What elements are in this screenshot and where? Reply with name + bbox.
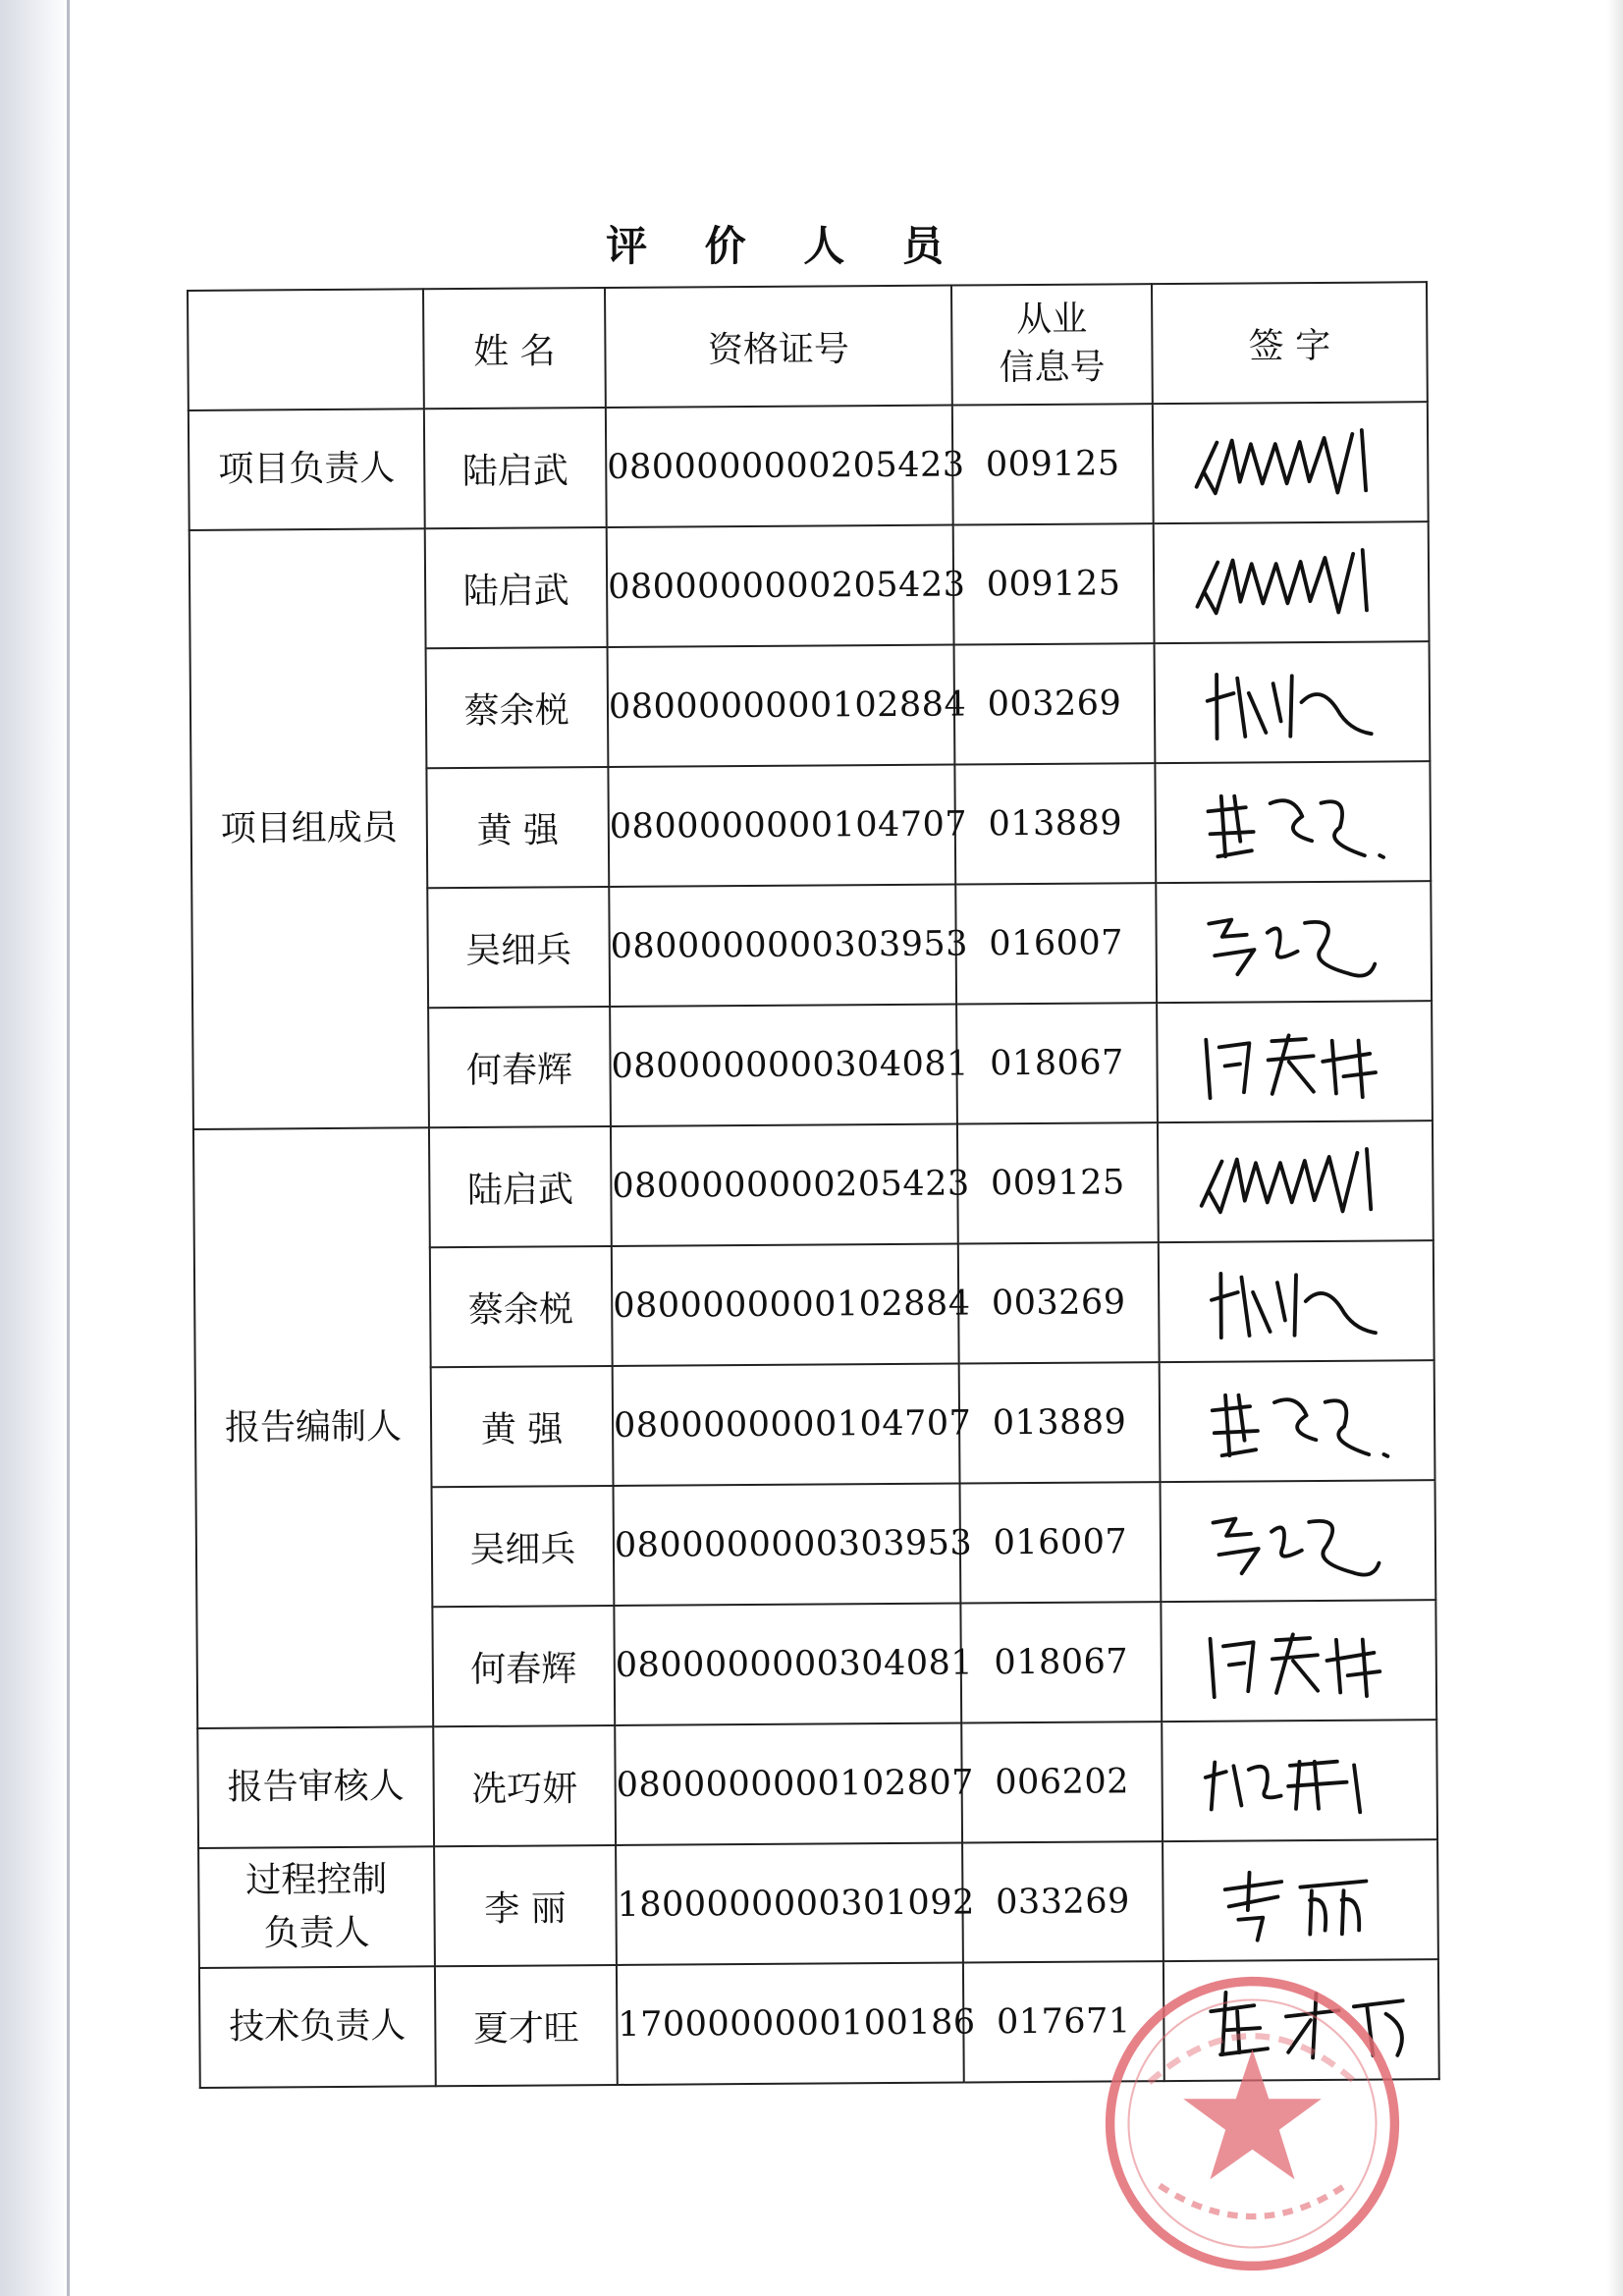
role-line: 过程控制 bbox=[245, 1859, 388, 1901]
signature-cell bbox=[1155, 761, 1431, 883]
name-cell: 陆启武 bbox=[429, 1126, 612, 1247]
role-cell: 技术负责人 bbox=[199, 1966, 436, 2088]
cert-number-cell: 0800000000102807 bbox=[615, 1723, 962, 1845]
name-cell: 陆启武 bbox=[424, 408, 607, 528]
cert-number-cell: 1700000000100186 bbox=[617, 1963, 964, 2085]
table-row bbox=[197, 1720, 1437, 1848]
signature-何春辉 bbox=[1185, 1611, 1412, 1711]
role-cell: 项目负责人 bbox=[189, 409, 425, 530]
official-seal-stamp bbox=[1098, 1969, 1407, 2278]
signature-陆启武 bbox=[1182, 1131, 1409, 1231]
role-line: 负责人 bbox=[263, 1912, 370, 1954]
signature-蔡余棁 bbox=[1183, 1251, 1410, 1351]
signature-cell bbox=[1163, 1839, 1438, 1961]
signature-吴细兵 bbox=[1180, 892, 1407, 992]
signature-cell bbox=[1155, 641, 1431, 763]
signature-冼巧妍 bbox=[1186, 1730, 1413, 1831]
cert-number-cell: 0800000000205423 bbox=[611, 1124, 958, 1246]
info-number-cell: 009125 bbox=[957, 1122, 1159, 1243]
role-cell: 报告编制人 bbox=[193, 1127, 433, 1728]
scan-binding-shadow bbox=[0, 0, 69, 2296]
signature-黄强 bbox=[1184, 1371, 1411, 1471]
signature-cell bbox=[1162, 1720, 1437, 1841]
header-info bbox=[951, 284, 1153, 405]
name-cell: 蔡余棁 bbox=[430, 1246, 613, 1367]
scan-binding-line bbox=[67, 0, 70, 2296]
header-sign: 签 字 bbox=[1152, 282, 1428, 404]
cert-number-cell: 0800000000205423 bbox=[607, 525, 954, 647]
signature-陆启武 bbox=[1177, 412, 1404, 513]
signature-cell bbox=[1159, 1240, 1434, 1362]
name-cell: 陆启武 bbox=[425, 527, 608, 648]
table-row bbox=[198, 1839, 1438, 1968]
info-number-cell: 016007 bbox=[955, 883, 1157, 1004]
cert-number-cell: 0800000000205423 bbox=[606, 406, 953, 527]
cert-number-cell: 0800000000303953 bbox=[614, 1484, 961, 1606]
header-info-line-2: 信息号 bbox=[999, 347, 1106, 389]
signature-cell bbox=[1160, 1360, 1435, 1482]
signature-cell bbox=[1161, 1600, 1436, 1722]
role-cell: 项目组成员 bbox=[189, 528, 429, 1129]
scan-right-edge bbox=[1607, 0, 1623, 2296]
signature-cell bbox=[1156, 881, 1432, 1003]
name-cell: 李 丽 bbox=[434, 1845, 617, 1966]
signature-陆启武 bbox=[1178, 532, 1405, 632]
name-cell: 冼巧妍 bbox=[433, 1725, 616, 1846]
header-name: 姓 名 bbox=[423, 288, 606, 409]
table-row bbox=[189, 402, 1429, 530]
info-number-cell: 003269 bbox=[954, 643, 1156, 764]
info-number-cell: 016007 bbox=[960, 1482, 1162, 1603]
name-cell: 黄 强 bbox=[426, 767, 609, 888]
info-number-cell: 017671 bbox=[963, 1961, 1164, 2082]
table-header-row bbox=[188, 282, 1428, 410]
table-body bbox=[189, 402, 1439, 2088]
cert-number-cell: 0800000000102884 bbox=[612, 1244, 959, 1366]
table-row bbox=[189, 521, 1430, 650]
cert-number-cell: 0800000000104707 bbox=[608, 765, 955, 887]
cert-number-cell: 0800000000102884 bbox=[608, 645, 955, 767]
cert-number-cell: 1800000000301092 bbox=[616, 1843, 963, 1965]
signature-黄强 bbox=[1179, 772, 1406, 872]
info-number-cell: 006202 bbox=[961, 1722, 1163, 1842]
signature-蔡余棁 bbox=[1179, 652, 1406, 752]
cert-number-cell: 0800000000104707 bbox=[613, 1364, 960, 1486]
info-number-cell: 033269 bbox=[962, 1841, 1163, 1962]
info-number-cell: 003269 bbox=[958, 1242, 1160, 1363]
name-cell: 蔡余棁 bbox=[426, 647, 609, 768]
info-number-cell: 009125 bbox=[953, 523, 1155, 644]
name-cell: 何春辉 bbox=[428, 1007, 611, 1127]
signature-cell bbox=[1161, 1480, 1436, 1602]
header-role bbox=[188, 289, 424, 410]
cert-number-cell: 0800000000304081 bbox=[614, 1604, 961, 1725]
signature-cell bbox=[1153, 402, 1429, 523]
info-number-cell: 009125 bbox=[952, 404, 1154, 524]
name-cell: 何春辉 bbox=[432, 1606, 615, 1726]
signature-李丽 bbox=[1187, 1850, 1414, 1950]
signature-cell bbox=[1158, 1121, 1434, 1242]
role-cell: 报告审核人 bbox=[197, 1726, 434, 1848]
header-cert: 资格证号 bbox=[605, 286, 952, 408]
name-cell: 夏才旺 bbox=[435, 1965, 618, 2086]
signature-cell bbox=[1157, 1001, 1433, 1122]
signature-cell bbox=[1154, 521, 1430, 643]
name-cell: 黄 强 bbox=[431, 1366, 614, 1487]
info-number-cell: 018067 bbox=[956, 1003, 1158, 1123]
info-number-cell: 013889 bbox=[954, 763, 1156, 884]
name-cell: 吴细兵 bbox=[427, 887, 610, 1008]
info-number-cell: 013889 bbox=[959, 1362, 1161, 1483]
name-cell: 吴细兵 bbox=[432, 1486, 615, 1607]
cert-number-cell: 0800000000303953 bbox=[609, 885, 956, 1007]
signature-吴细兵 bbox=[1185, 1491, 1412, 1591]
signature-何春辉 bbox=[1181, 1011, 1408, 1112]
evaluator-table bbox=[187, 281, 1440, 2089]
page-title: 评 价 人 员 bbox=[606, 222, 965, 270]
info-number-cell: 018067 bbox=[960, 1602, 1162, 1722]
role-cell bbox=[198, 1846, 435, 1968]
cert-number-cell: 0800000000304081 bbox=[610, 1005, 957, 1126]
header-info-line-1: 从业 bbox=[1016, 300, 1088, 341]
table-row bbox=[193, 1121, 1434, 1249]
